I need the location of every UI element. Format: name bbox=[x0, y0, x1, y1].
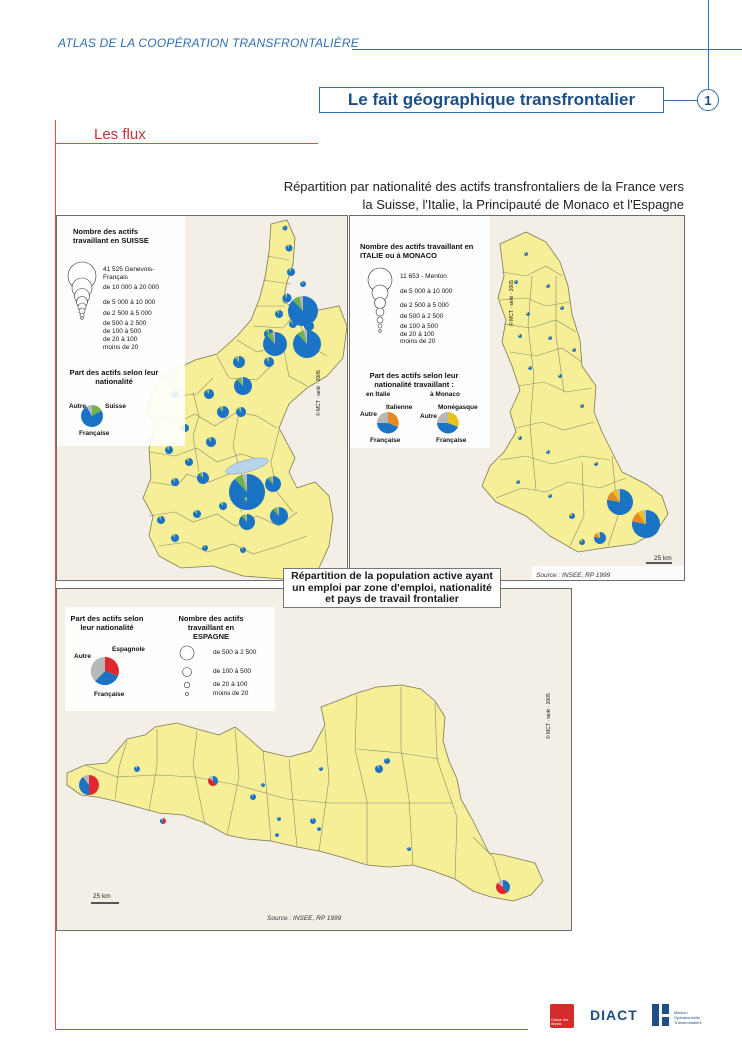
pie-espagne-3 bbox=[160, 818, 166, 824]
scale-label-italie: 25 km bbox=[654, 555, 672, 562]
pie-suisse-27 bbox=[265, 476, 281, 492]
pie-italie-16 bbox=[569, 513, 575, 519]
pie-suisse-21 bbox=[165, 446, 173, 454]
pie-italie-8 bbox=[528, 366, 532, 370]
pie-italie-14 bbox=[516, 480, 520, 484]
label-espagne-autre: Autre bbox=[74, 653, 91, 660]
size-class-italie-5: de 20 à 100 bbox=[400, 331, 435, 338]
pie-italie-15 bbox=[548, 494, 552, 498]
legend-espagne-title: Nombre des actifs travaillant en ESPAGNE bbox=[178, 614, 244, 641]
credit-espagne: © MCT · seiki · 2005 bbox=[546, 693, 552, 739]
pie-suisse-32 bbox=[239, 514, 255, 530]
pie-suisse-22 bbox=[206, 437, 216, 447]
atlas-title: ATLAS DE LA COOPÉRATION TRANSFRONTALIÈRE bbox=[58, 36, 359, 50]
label-italie-francaise: Française bbox=[370, 437, 401, 444]
pie-suisse-0 bbox=[283, 226, 288, 231]
share-title-italie: Part des actifs selon leur nationalité travaillant : bbox=[369, 371, 459, 389]
page-number: 1 bbox=[697, 89, 719, 111]
pie-suisse-28 bbox=[242, 497, 252, 507]
pie-italie-5 bbox=[518, 334, 522, 338]
share-title-espagne: Part des actifs selon leur nationalité bbox=[70, 614, 144, 632]
size-class-suisse-1: de 10 000 à 20 000 bbox=[103, 284, 160, 291]
pie-italie-11 bbox=[518, 436, 522, 440]
credit-suisse: © MCT · seiki · 2005 bbox=[316, 370, 322, 416]
section-rule bbox=[664, 100, 698, 101]
pie-espagne-4 bbox=[250, 794, 256, 800]
share-pie-monaco bbox=[437, 412, 459, 433]
pie-italie-18 bbox=[632, 510, 660, 538]
header-vertical-rule bbox=[708, 0, 709, 91]
size-class-italie-2: de 2 500 à 5 000 bbox=[400, 302, 449, 309]
pie-suisse-29 bbox=[219, 502, 227, 510]
size-class-italie-3: de 500 à 2 500 bbox=[400, 313, 444, 320]
pie-italie-13 bbox=[594, 462, 598, 466]
pie-suisse-23 bbox=[185, 458, 193, 466]
size-class-espagne-3: moins de 20 bbox=[213, 690, 249, 697]
pie-suisse-33 bbox=[270, 507, 288, 525]
pie-suisse-18 bbox=[217, 406, 229, 418]
share-label-francaise: Française bbox=[79, 430, 110, 437]
pie-suisse-5 bbox=[275, 310, 283, 318]
size-class-espagne-1: de 100 à 500 bbox=[213, 668, 251, 675]
size-class-espagne-0: de 500 à 2 500 bbox=[213, 649, 257, 656]
pie-espagne-5 bbox=[261, 783, 265, 787]
land-espagne bbox=[67, 685, 543, 901]
size-class-italie-1: de 5 000 à 10 000 bbox=[400, 288, 453, 295]
label-espagne-espagnole: Espagnole bbox=[112, 646, 145, 653]
size-class-suisse-4: de 500 à 2 500 bbox=[103, 320, 147, 327]
pie-suisse-25 bbox=[171, 478, 179, 486]
subsection-title: Les flux bbox=[94, 126, 146, 143]
size-class-suisse-5: de 100 à 500 bbox=[103, 328, 141, 335]
pie-espagne-1 bbox=[134, 766, 140, 772]
pie-suisse-1 bbox=[285, 245, 292, 252]
pie-suisse-34 bbox=[171, 534, 179, 542]
pie-suisse-11 bbox=[263, 332, 287, 356]
share-title-suisse: Part des actifs selon leur nationalité bbox=[69, 368, 159, 386]
espagne-caption: Répartition de la population active ayant un emploi par zone d'emploi, nationalité et pays de travail frontalier bbox=[283, 568, 501, 608]
map-suisse bbox=[56, 215, 348, 581]
pie-italie-4 bbox=[560, 306, 564, 310]
pie-espagne-8 bbox=[277, 817, 281, 821]
pie-suisse-4 bbox=[300, 281, 306, 287]
size-class-suisse-6: de 20 à 100 bbox=[103, 336, 138, 343]
main-title bbox=[284, 178, 684, 214]
pie-espagne-11 bbox=[384, 758, 390, 764]
size-class-italie-0: 11 653 - Menton bbox=[400, 273, 447, 280]
label-monaco-monegasque: Monégasque bbox=[438, 404, 478, 411]
label-monaco-autre: Autre bbox=[420, 413, 437, 420]
pie-espagne-2 bbox=[208, 776, 218, 786]
label-espagne-francaise: Française bbox=[94, 691, 125, 698]
credit-italie: © MCT · seiki · 2005 bbox=[509, 280, 515, 326]
pie-suisse-15 bbox=[234, 377, 252, 395]
pie-espagne-10 bbox=[375, 765, 383, 773]
pie-suisse-35 bbox=[202, 545, 208, 551]
pie-suisse-10 bbox=[288, 296, 318, 326]
size-class-italie-4: de 100 à 500 bbox=[400, 323, 438, 330]
label-italie-italienne: Italienne bbox=[386, 404, 413, 411]
flux-rule bbox=[56, 143, 318, 144]
pie-espagne-12 bbox=[310, 818, 316, 824]
footer-rule bbox=[56, 1029, 528, 1030]
size-class-suisse-7: moins de 20 bbox=[103, 344, 139, 351]
pie-italie-9 bbox=[558, 374, 562, 378]
pie-italie-0 bbox=[524, 252, 528, 256]
pie-suisse-12 bbox=[293, 330, 321, 358]
size-class-suisse-3: de 2 500 à 5 000 bbox=[103, 310, 152, 317]
share-label-autre: Autre bbox=[69, 403, 86, 410]
pie-suisse-24 bbox=[197, 472, 209, 484]
map-italie-svg bbox=[350, 216, 685, 581]
pie-italie-20 bbox=[579, 539, 585, 545]
mot-mark-icon bbox=[652, 1004, 672, 1026]
pie-espagne-14 bbox=[496, 880, 510, 894]
share-pie-espagne bbox=[91, 657, 119, 685]
size-class-suisse-0: 41 525 Genevois-Français bbox=[103, 266, 155, 281]
label-italie-autre: Autre bbox=[360, 411, 377, 418]
map-espagne-svg bbox=[57, 589, 572, 931]
logo-diact: DIACT bbox=[590, 1007, 638, 1023]
pie-italie-7 bbox=[572, 348, 576, 352]
pie-espagne-7 bbox=[317, 827, 321, 831]
legend-suisse-title: Nombre des actifs travaillant en SUISSE bbox=[73, 227, 149, 245]
map-italie bbox=[349, 215, 685, 581]
pie-espagne-9 bbox=[275, 833, 279, 837]
pie-italie-12 bbox=[546, 450, 550, 454]
pie-suisse-31 bbox=[157, 516, 165, 524]
pie-italie-3 bbox=[526, 312, 530, 316]
map-suisse-svg bbox=[57, 216, 348, 581]
pie-suisse-36 bbox=[240, 547, 246, 553]
pie-suisse-14 bbox=[264, 357, 274, 367]
pie-suisse-19 bbox=[236, 407, 246, 417]
share-pie-italie bbox=[377, 412, 399, 433]
logo-mot-text: Mission Opérationnelle Transfrontalière bbox=[674, 1010, 702, 1025]
source-italie: Source : INSEE, RP 1999 bbox=[536, 572, 611, 579]
source-espagne: Source : INSEE, RP 1999 bbox=[267, 915, 342, 922]
legend-italie-title: Nombre des actifs travaillant en ITALIE ou à MONACO bbox=[360, 242, 474, 260]
map-espagne bbox=[56, 588, 572, 931]
scale-label-espagne: 25 km bbox=[93, 893, 111, 900]
logo-caisse-depots bbox=[550, 1004, 574, 1028]
logo-caisse-depots-text: Caisse des dépôts bbox=[551, 1018, 569, 1026]
pie-espagne-6 bbox=[319, 767, 323, 771]
header-rule bbox=[352, 49, 742, 50]
pie-italie-10 bbox=[580, 404, 584, 408]
pie-italie-19 bbox=[594, 532, 606, 544]
label-monaco-francaise: Française bbox=[436, 437, 467, 444]
main-title-line2: la Suisse, l'Italie, la Principauté de Monaco et l'Espagne bbox=[362, 197, 684, 212]
main-title-line1: Répartition par nationalité des actifs transfrontaliers de la France vers bbox=[283, 179, 684, 194]
col-italie: en Italie bbox=[366, 391, 391, 398]
section-title: Le fait géographique transfrontalier bbox=[319, 87, 664, 113]
size-class-suisse-2: de 5 000 à 10 000 bbox=[103, 299, 156, 306]
pie-espagne-13 bbox=[407, 847, 411, 851]
pie-espagne-0 bbox=[79, 775, 99, 795]
pie-italie-6 bbox=[548, 336, 552, 340]
pie-suisse-16 bbox=[204, 389, 214, 399]
pie-suisse-3 bbox=[283, 294, 292, 303]
size-class-espagne-2: de 20 à 100 bbox=[213, 681, 248, 688]
pie-suisse-2 bbox=[287, 268, 295, 276]
pie-suisse-13 bbox=[233, 356, 245, 368]
pie-italie-2 bbox=[546, 284, 550, 288]
size-class-italie-6: moins de 20 bbox=[400, 338, 436, 345]
pie-suisse-30 bbox=[193, 510, 201, 518]
logo-mot bbox=[652, 1004, 712, 1028]
col-monaco: à Monaco bbox=[430, 391, 460, 398]
share-label-suisse: Suisse bbox=[105, 403, 126, 410]
pie-italie-17 bbox=[607, 489, 633, 515]
